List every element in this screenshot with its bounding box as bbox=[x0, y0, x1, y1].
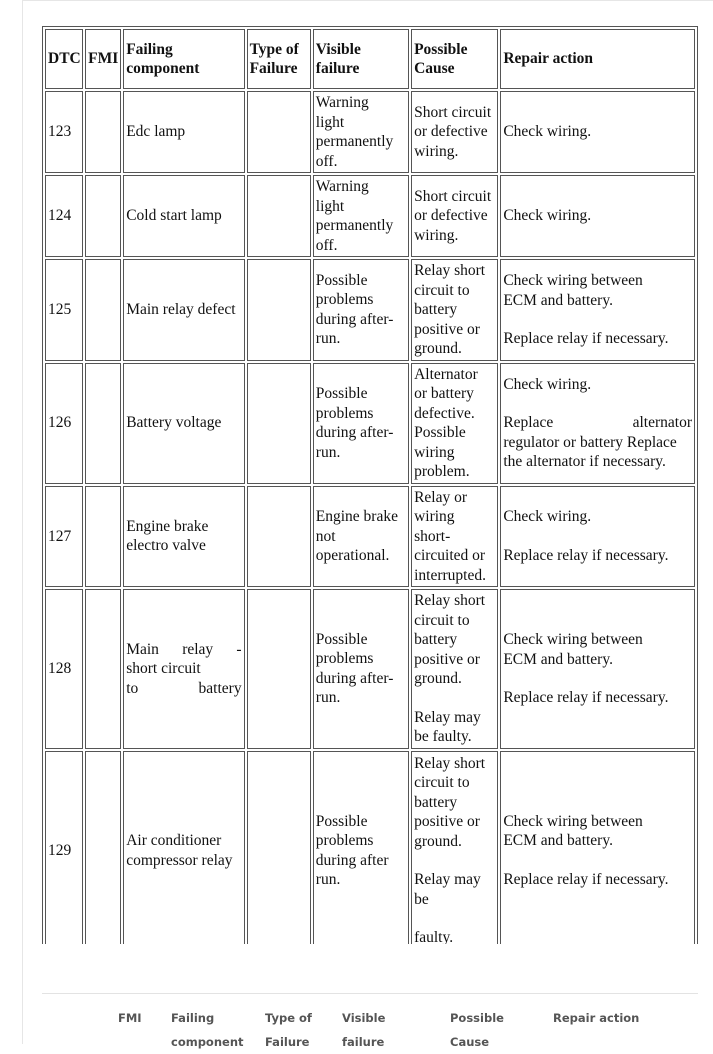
table-row bbox=[45, 259, 695, 361]
cell-fmi bbox=[85, 486, 121, 588]
cell-line: Possible bbox=[315, 385, 368, 402]
cell-line: Replace relay if necessary. bbox=[503, 689, 669, 706]
sticky-header-possible-cause bbox=[450, 1006, 504, 1054]
cell-line-gap bbox=[414, 851, 495, 870]
cell-line: Check wiring between bbox=[503, 631, 643, 648]
cell-line: circuit to bbox=[414, 281, 470, 299]
sticky-header-fmi bbox=[118, 1006, 142, 1030]
cell-component bbox=[123, 486, 244, 588]
cell-line: permanently bbox=[315, 217, 394, 234]
cell-line: Replace relay if necessary. bbox=[503, 546, 669, 564]
header-text-line: Failing bbox=[126, 40, 173, 58]
cell-line: defective. bbox=[414, 404, 475, 422]
table-row bbox=[45, 486, 695, 588]
cell-line-gap bbox=[503, 394, 692, 413]
cell-line: Alternator bbox=[414, 365, 478, 383]
table-row bbox=[45, 363, 695, 484]
cell-type bbox=[247, 91, 311, 173]
cell-repair-action bbox=[500, 259, 695, 361]
cell-line: to battery bbox=[126, 679, 242, 697]
header-fmi: FMI bbox=[85, 29, 121, 89]
cell-line: Possible bbox=[315, 812, 368, 830]
cell-line: ECM and battery. bbox=[503, 291, 613, 309]
cell-line: positive or bbox=[414, 650, 480, 668]
cell-line: run. bbox=[315, 871, 341, 888]
cell-dtc: 124 bbox=[45, 175, 83, 257]
cell-component bbox=[123, 259, 244, 361]
sticky-header-text: failure bbox=[342, 1035, 385, 1049]
cell-possible-cause bbox=[411, 589, 498, 749]
cell-line: wiring. bbox=[414, 226, 459, 244]
cell-line: circuit to bbox=[414, 611, 470, 629]
cell-line: problems bbox=[315, 291, 374, 309]
cell-visible-failure bbox=[313, 91, 409, 173]
table-row bbox=[45, 175, 695, 257]
cell-line: wiring bbox=[414, 508, 455, 525]
cell-line: battery bbox=[414, 631, 458, 648]
cell-line: Check wiring between bbox=[503, 272, 643, 289]
header-text-line: Failure bbox=[249, 60, 298, 77]
cell-visible-failure bbox=[313, 363, 409, 484]
page-border-left bbox=[22, 0, 23, 1044]
cell-line-gap bbox=[503, 310, 692, 329]
cell-line: Engine brake bbox=[315, 508, 398, 525]
cell-type bbox=[247, 175, 311, 257]
cell-line: problem. bbox=[414, 463, 470, 480]
cell-fmi bbox=[85, 91, 121, 173]
cell-line: or defective bbox=[414, 207, 488, 225]
cell-line: battery bbox=[414, 301, 458, 318]
cell-visible-failure bbox=[313, 259, 409, 361]
cell-line: Battery voltage bbox=[126, 414, 222, 432]
cell-fmi bbox=[85, 175, 121, 257]
sticky-header-text: Failure bbox=[265, 1035, 310, 1049]
cell-line: Warning bbox=[315, 94, 369, 111]
cell-component bbox=[123, 589, 244, 749]
cell-line: Relay or bbox=[414, 488, 468, 506]
cell-line: Relay may bbox=[414, 871, 481, 888]
cell-line: Check wiring. bbox=[503, 207, 592, 225]
cell-line: positive or bbox=[414, 320, 480, 338]
cell-line: Relay short bbox=[414, 262, 486, 279]
cell-line: Main relay defect bbox=[126, 301, 236, 318]
cell-line: ECM and battery. bbox=[503, 832, 613, 850]
cell-repair-action bbox=[500, 175, 695, 257]
cell-line: problems bbox=[315, 650, 374, 668]
cell-line: electro valve bbox=[126, 537, 206, 555]
cell-line: Replace alternator bbox=[503, 414, 692, 431]
sticky-table-header bbox=[42, 993, 698, 1049]
cell-line: during after- bbox=[315, 424, 394, 441]
cell-line: interrupted. bbox=[414, 566, 486, 584]
cell-possible-cause bbox=[411, 91, 498, 173]
cell-line: light bbox=[315, 197, 345, 215]
cell-line: or battery bbox=[414, 385, 474, 402]
cell-line: Edc lamp bbox=[126, 123, 186, 141]
cell-line: problems bbox=[315, 404, 374, 422]
cell-line-gap bbox=[503, 669, 692, 688]
cell-line: Possible bbox=[315, 630, 368, 648]
header-text-line: Possible bbox=[414, 40, 468, 58]
cell-visible-failure bbox=[313, 751, 409, 945]
sticky-header-text: Type of bbox=[265, 1011, 312, 1025]
header-text-line: Cause bbox=[414, 60, 455, 77]
cell-line: during after- bbox=[315, 669, 394, 687]
cell-line: during after- bbox=[315, 310, 394, 328]
sticky-header-text: Possible bbox=[450, 1011, 504, 1025]
cell-line-gap bbox=[414, 909, 495, 928]
cell-dtc: 123 bbox=[45, 91, 83, 173]
cell-line: run. bbox=[315, 443, 341, 461]
cell-line: run. bbox=[315, 330, 341, 348]
cell-line: ground. bbox=[414, 340, 462, 357]
cell-line: Warning bbox=[315, 178, 369, 195]
sticky-header-text: Cause bbox=[450, 1035, 490, 1049]
sticky-header-visible-failure bbox=[342, 1006, 385, 1054]
cell-repair-action bbox=[500, 363, 695, 484]
cell-type bbox=[247, 486, 311, 588]
cell-line: Check wiring. bbox=[503, 123, 592, 141]
cell-line-gap bbox=[503, 851, 692, 870]
cell-type bbox=[247, 363, 311, 484]
cell-line: off. bbox=[315, 236, 338, 254]
cell-line: the alternator if necessary. bbox=[503, 453, 666, 470]
cell-line: Replace relay if necessary. bbox=[503, 870, 669, 888]
cell-line: ground. bbox=[414, 832, 462, 850]
dtc-table-container bbox=[42, 26, 698, 944]
cell-line: run. bbox=[315, 689, 341, 707]
header-text-line: Visible bbox=[315, 40, 361, 58]
cell-line: or defective bbox=[414, 123, 488, 141]
table-row bbox=[45, 91, 695, 173]
cell-dtc: 125 bbox=[45, 259, 83, 361]
cell-line: wiring bbox=[414, 443, 455, 461]
cell-line: circuited or bbox=[414, 547, 486, 564]
cell-line: wiring. bbox=[414, 142, 459, 160]
cell-line: be bbox=[414, 890, 429, 908]
cell-line: Cold start lamp bbox=[126, 207, 222, 225]
sticky-header-text: component bbox=[171, 1035, 244, 1049]
cell-possible-cause bbox=[411, 751, 498, 945]
header-possible-cause bbox=[411, 29, 498, 89]
cell-line: ground. bbox=[414, 670, 462, 687]
cell-line: Relay may bbox=[414, 708, 481, 726]
sticky-header-text: FMI bbox=[118, 1011, 142, 1025]
header-text-line: component bbox=[126, 60, 200, 77]
sticky-header-type-of-failure bbox=[265, 1006, 312, 1054]
cell-type bbox=[247, 751, 311, 945]
sticky-header-text: Repair action bbox=[553, 1011, 640, 1025]
header-repair-action: Repair action bbox=[500, 29, 695, 89]
cell-line: Replace relay if necessary. bbox=[503, 330, 669, 347]
page-border-top bbox=[22, 0, 713, 1]
cell-line: Main relay - bbox=[126, 640, 242, 658]
cell-line: Check wiring. bbox=[503, 508, 592, 526]
cell-fmi bbox=[85, 363, 121, 484]
cell-line-gap bbox=[503, 527, 692, 546]
cell-line: Relay short bbox=[414, 592, 486, 609]
cell-line: not bbox=[315, 527, 336, 545]
cell-visible-failure bbox=[313, 175, 409, 257]
header-text-line: Type of bbox=[249, 40, 299, 58]
cell-line: Possible bbox=[315, 271, 368, 289]
cell-line: Relay short bbox=[414, 754, 486, 772]
cell-line: battery bbox=[414, 793, 458, 811]
cell-line: Short circuit bbox=[414, 187, 492, 205]
cell-line: short- bbox=[414, 527, 451, 545]
cell-repair-action bbox=[500, 589, 695, 749]
table-row bbox=[45, 589, 695, 749]
sticky-header-text: Visible bbox=[342, 1011, 386, 1025]
cell-line: Possible bbox=[414, 424, 466, 441]
cell-possible-cause bbox=[411, 486, 498, 588]
cell-component bbox=[123, 175, 244, 257]
table-row bbox=[45, 751, 695, 945]
cell-line: regulator or battery Replace bbox=[503, 433, 677, 451]
cell-line: during after bbox=[315, 851, 389, 869]
cell-repair-action bbox=[500, 91, 695, 173]
header-type-of-failure bbox=[247, 29, 311, 89]
header-text-line: failure bbox=[315, 60, 360, 77]
sticky-header-text: Failing bbox=[171, 1011, 215, 1025]
cell-type bbox=[247, 259, 311, 361]
cell-dtc: 129 bbox=[45, 751, 83, 945]
cell-component bbox=[123, 91, 244, 173]
sticky-header-failing-component bbox=[171, 1006, 244, 1054]
cell-line: short circuit bbox=[126, 660, 201, 677]
cell-line: Engine brake bbox=[126, 517, 209, 535]
cell-line: problems bbox=[315, 832, 374, 849]
cell-possible-cause bbox=[411, 175, 498, 257]
cell-dtc: 126 bbox=[45, 363, 83, 484]
cell-type bbox=[247, 589, 311, 749]
cell-line: compressor relay bbox=[126, 851, 233, 869]
cell-component bbox=[123, 363, 244, 484]
header-visible-failure bbox=[313, 29, 409, 89]
cell-dtc: 127 bbox=[45, 486, 83, 588]
cell-line: operational. bbox=[315, 547, 390, 564]
cell-line: ECM and battery. bbox=[503, 650, 613, 668]
cell-line: Air conditioner bbox=[126, 832, 222, 849]
cell-component bbox=[123, 751, 244, 945]
cell-line: light bbox=[315, 113, 345, 131]
cell-line: Check wiring. bbox=[503, 375, 592, 393]
cell-line: be faulty. bbox=[414, 728, 472, 745]
header-dtc: DTC bbox=[45, 29, 83, 89]
cell-repair-action bbox=[500, 751, 695, 945]
dtc-table bbox=[42, 26, 698, 944]
cell-line-gap bbox=[414, 689, 495, 708]
cell-fmi bbox=[85, 589, 121, 749]
cell-line: faulty. bbox=[414, 929, 454, 944]
cell-visible-failure bbox=[313, 486, 409, 588]
cell-line: circuit to bbox=[414, 774, 470, 791]
sticky-header-repair-action bbox=[553, 1006, 639, 1030]
cell-repair-action bbox=[500, 486, 695, 588]
cell-line: positive or bbox=[414, 813, 480, 830]
cell-possible-cause bbox=[411, 363, 498, 484]
cell-line: Short circuit bbox=[414, 103, 492, 121]
cell-line: permanently bbox=[315, 133, 394, 150]
cell-dtc: 128 bbox=[45, 589, 83, 749]
cell-fmi bbox=[85, 751, 121, 945]
cell-line: off. bbox=[315, 152, 338, 170]
cell-fmi bbox=[85, 259, 121, 361]
table-header-row bbox=[45, 29, 695, 89]
cell-possible-cause bbox=[411, 259, 498, 361]
cell-visible-failure bbox=[313, 589, 409, 749]
cell-line: Check wiring between bbox=[503, 812, 643, 830]
header-failing-component bbox=[123, 29, 244, 89]
